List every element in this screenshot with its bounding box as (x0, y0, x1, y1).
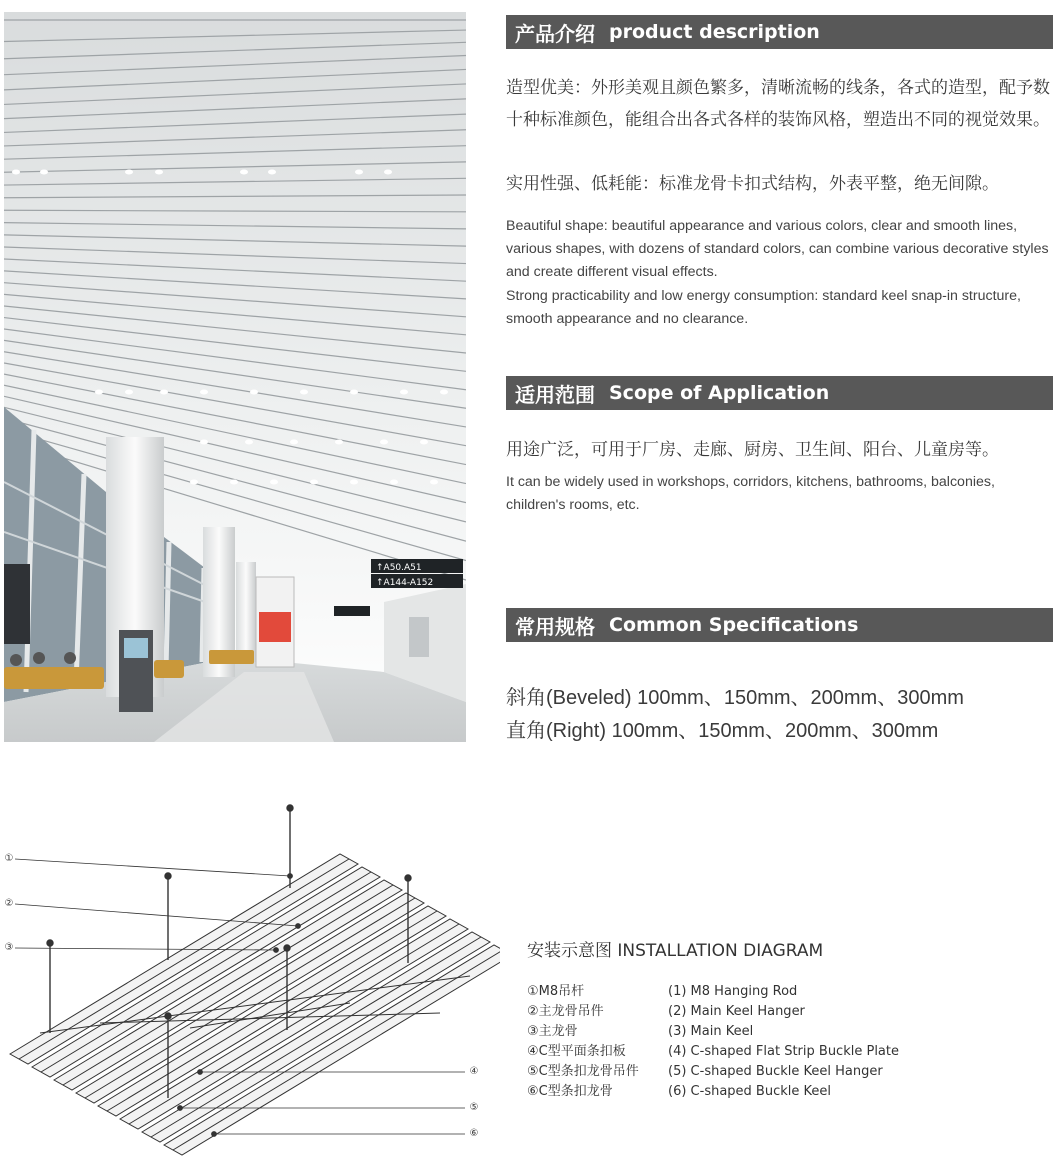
installation-diagram (0, 798, 500, 1170)
legend-zh-item: ⑥C型条扣龙骨 (527, 1084, 613, 1099)
callout-4: ④ (469, 1066, 479, 1077)
application-zh: 用途广泛，可用于厂房、走廊、厨房、卫生间、阳台、儿童房等。 (506, 440, 999, 460)
legend-en-item: (2) Main Keel Hanger (668, 1004, 805, 1019)
section-title-zh: 常用规格 (515, 614, 595, 639)
section-title-en: Scope of Application (609, 382, 830, 404)
section-title-en: product description (609, 21, 820, 43)
callout-2: ② (4, 898, 14, 909)
application-en: It can be widely used in workshops, corridors, kitchens, bathrooms, balconies, children's rooms, etc. (506, 474, 995, 513)
callout-1: ① (4, 853, 14, 864)
description-en-1: Beautiful shape: beautiful appearance and various colors, clear and smooth lines, various shapes, with dozens of standard colors, can combine various decorative styles and create different visual effects. (506, 218, 1049, 280)
legend-en-item: (1) M8 Hanging Rod (668, 984, 798, 999)
legend-zh (527, 982, 639, 1102)
callout-3: ③ (4, 942, 14, 953)
section-title-zh: 适用范围 (515, 382, 595, 407)
section-header-specs (506, 608, 1053, 642)
spec-beveled: 斜角(Beveled) 100mm、150mm、200mm、300mm (506, 687, 964, 709)
section-header-application (506, 376, 1053, 410)
description-zh-1: 造型优美：外形美观且颜色繁多，清晰流畅的线条，各式的造型，配予数十种标准颜色，能组合出各式各样的装饰风格，塑造出不同的视觉效果。 (506, 78, 1050, 130)
legend-en-item: (4) C-shaped Flat Strip Buckle Plate (668, 1044, 899, 1059)
callout-5: ⑤ (469, 1102, 479, 1113)
legend-zh-item: ①M8吊杆 (527, 984, 585, 999)
direction-sign-label: ↑A50.A51 (376, 563, 422, 573)
legend-zh-item: ⑤C型条扣龙骨吊件 (527, 1064, 639, 1079)
spec-right: 直角(Right) 100mm、150mm、200mm、300mm (506, 720, 939, 742)
description-zh-2: 实用性强、低耗能：标准龙骨卡扣式结构，外表平整，绝无间隙。 (506, 174, 999, 194)
section-title-zh: 产品介绍 (515, 21, 595, 46)
section-title-en: Common Specifications (609, 614, 859, 636)
legend-zh-item: ④C型平面条扣板 (527, 1044, 626, 1059)
callout-6: ⑥ (469, 1128, 479, 1139)
legend-en-item: (5) C-shaped Buckle Keel Hanger (668, 1064, 883, 1079)
description-en-2: Strong practicability and low energy consumption: standard keel snap-in structure, smooth appearance and no clearance. (506, 288, 1021, 327)
legend-en-item: (6) C-shaped Buckle Keel (668, 1084, 831, 1099)
legend-en-item: (3) Main Keel (668, 1024, 754, 1039)
ceiling-installation-photo (4, 12, 466, 742)
legend-zh-item: ②主龙骨吊件 (527, 1004, 604, 1019)
legend-zh-item: ③主龙骨 (527, 1024, 578, 1039)
diagram-title: 安装示意图 INSTALLATION DIAGRAM (527, 941, 824, 961)
section-header-description (506, 15, 1053, 49)
legend-en (668, 982, 899, 1102)
direction-sign-label: ↑A144-A152 (376, 578, 434, 588)
